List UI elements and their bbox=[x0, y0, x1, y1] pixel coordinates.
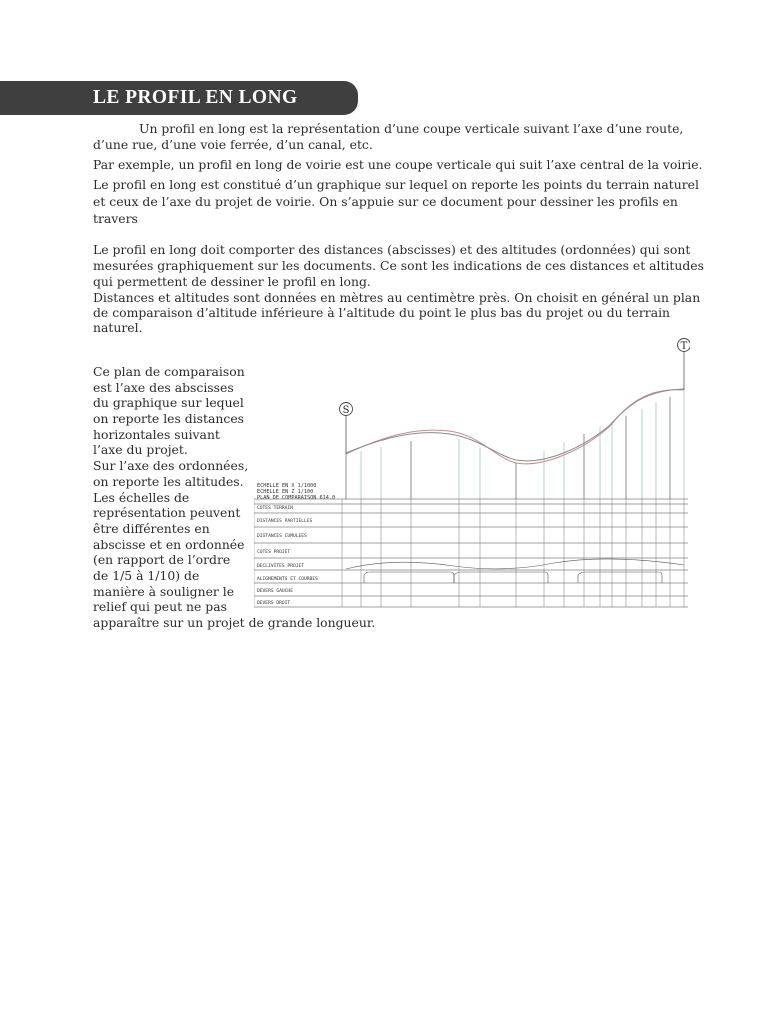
distances-line-5: de comparaison d’altitude inférieure à l’altitude du point le plus bas du projet ou du terrain bbox=[93, 305, 671, 320]
row-label: DISTANCES CUMULEES bbox=[257, 534, 307, 539]
side-line: l’axe du projet. bbox=[93, 442, 188, 457]
datum-label: PLAN DE COMPARAISON 614.0 bbox=[257, 495, 336, 501]
curve-box bbox=[364, 572, 454, 583]
side-line: on reporte les altitudes. bbox=[93, 474, 244, 489]
curve-box bbox=[578, 572, 662, 583]
start-marker-label: S bbox=[342, 405, 350, 416]
side-line: représentation peuvent bbox=[93, 505, 241, 520]
row-label: DISTANCES PARTIELLES bbox=[257, 519, 313, 524]
profile-figure bbox=[254, 337, 690, 609]
intro-line-4: Le profil en long est constitué d’un graphique sur lequel on reporte les points du terrain naturel bbox=[93, 177, 699, 192]
curve-box bbox=[454, 572, 548, 583]
profile-drawing bbox=[254, 337, 690, 609]
end-marker bbox=[678, 339, 691, 391]
row-label: COTES PROJET bbox=[257, 550, 291, 555]
distances-line-3: qui permettent de dessiner le profil en long. bbox=[93, 274, 371, 289]
distances-line-4: Distances et altitudes sont données en mètres au centimètre près. On choisit en général un plan bbox=[93, 290, 701, 305]
side-line: être différentes en bbox=[93, 521, 210, 536]
project-line bbox=[346, 389, 684, 461]
intro-line-6: travers bbox=[93, 211, 138, 226]
end-marker-label: T bbox=[680, 341, 688, 352]
side-line: (en rapport de l’ordre bbox=[93, 552, 231, 567]
side-last-line: apparaître sur un projet de grande longueur. bbox=[93, 615, 376, 630]
profile-table bbox=[254, 499, 688, 607]
scale-legend bbox=[257, 483, 335, 501]
side-line: Les échelles de bbox=[93, 490, 190, 505]
row-label: DECLIVITES PROJET bbox=[257, 564, 305, 569]
side-line: Sur l’axe des ordonnées, bbox=[93, 458, 249, 473]
terrain-line bbox=[346, 390, 684, 464]
side-line: est l’axe des abscisses bbox=[93, 380, 234, 395]
scale-z-label: ECHELLE EN Z 1/100 bbox=[257, 489, 314, 495]
side-line: relief qui peut ne pas bbox=[93, 599, 227, 614]
distances-line-1: Le profil en long doit comporter des distances (abscisses) et des altitudes (ordonnées) qui sont bbox=[93, 242, 691, 257]
side-line: horizontales suivant bbox=[93, 427, 220, 442]
side-line: du graphique sur lequel bbox=[93, 395, 244, 410]
intro-line-5: et ceux de l’axe du projet de voirie. On s’appuie sur ce document pour dessiner les profils en bbox=[93, 194, 678, 209]
scale-x-label: ECHELLE EN X 1/1000 bbox=[257, 483, 317, 489]
row-label: DEVERS DROIT bbox=[257, 601, 291, 606]
row-label: ALIGNEMENTS ET COURBES bbox=[257, 577, 318, 582]
page-title: LE PROFIL EN LONG bbox=[93, 87, 298, 108]
side-line: on reporte les distances bbox=[93, 411, 245, 426]
side-line: abscisse et en ordonnée bbox=[93, 537, 245, 552]
distances-line-2: mesurées graphiquement sur les documents. Ce sont les indications de ces distances et altitudes bbox=[93, 258, 705, 273]
distances-line-6: naturel. bbox=[93, 320, 143, 335]
start-marker bbox=[340, 403, 353, 455]
declivity-line bbox=[346, 559, 684, 569]
intro-line-1: Un profil en long est la représentation d’une coupe verticale suivant l’axe d’une route, bbox=[139, 121, 684, 136]
side-line: Ce plan de comparaison bbox=[93, 364, 245, 379]
row-label: DEVERS GAUCHE bbox=[257, 589, 293, 594]
intro-line-2: d’une rue, d’une voie ferrée, d’un canal, etc. bbox=[93, 137, 373, 152]
row-label: COTES TERRAIN bbox=[257, 506, 293, 511]
side-line: de 1/5 à 1/10) de bbox=[93, 568, 200, 583]
intro-line-3: Par exemple, un profil en long de voirie est une coupe verticale qui suit l’axe central de la voirie. bbox=[93, 157, 703, 172]
side-line: manière à souligner le bbox=[93, 584, 235, 599]
